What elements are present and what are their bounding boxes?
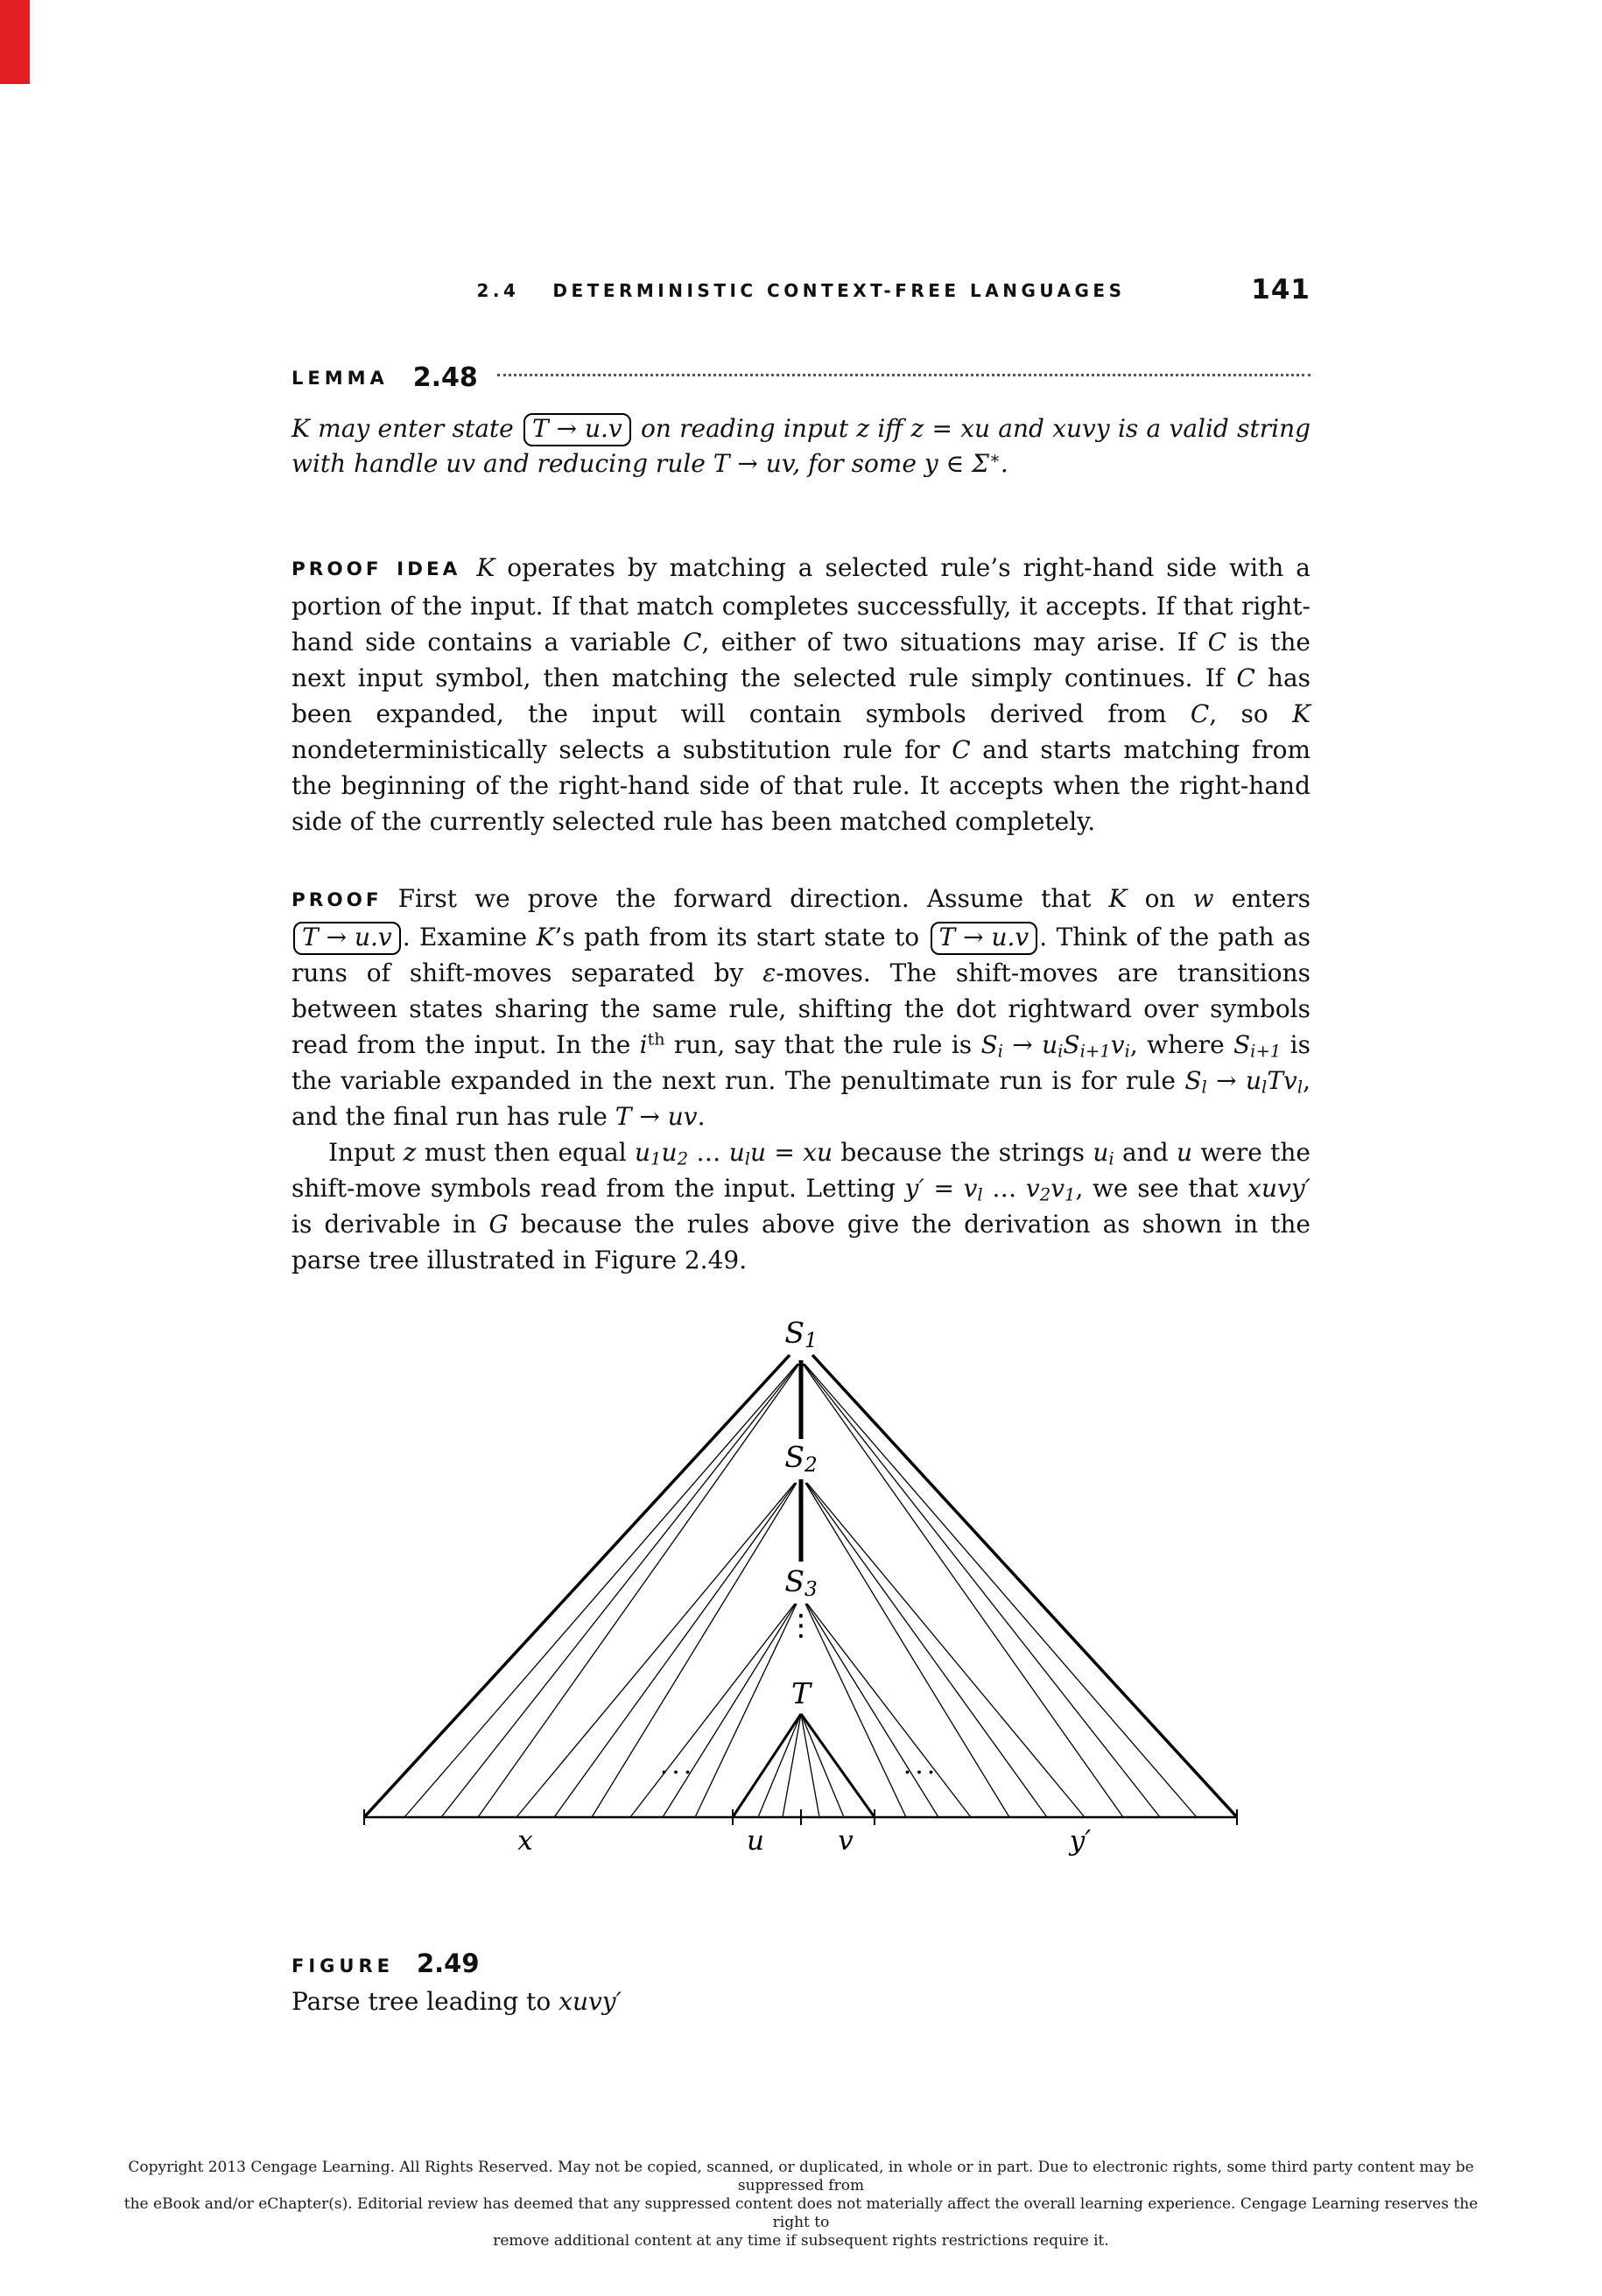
tree-node-s1: S1 <box>784 1316 818 1353</box>
tree-node-s2: S2 <box>784 1440 818 1478</box>
parse-tree-figure <box>306 1309 1313 1878</box>
leaf-label-x: x <box>517 1825 533 1857</box>
proof-paragraph-2 <box>292 1134 1310 1278</box>
figure-caption: Parse tree leading to xuvy′ <box>292 1987 622 2016</box>
proof-label: PROOF <box>292 889 383 911</box>
proof-idea-label: PROOF IDEA <box>292 558 461 580</box>
lemma-body-block <box>292 411 1310 481</box>
proof-paragraph-1 <box>292 881 1310 1134</box>
dotted-leader <box>497 374 1310 376</box>
figure-caption-block <box>292 1948 1310 2019</box>
running-title: DETERMINISTIC CONTEXT-FREE LANGUAGES <box>552 280 1126 301</box>
leaf-label-v: v <box>838 1825 854 1857</box>
copyright-line: the eBook and/or eChapter(s). Editorial review has deemed that any suppressed content does not materially affect the overall learning experience. Cengage Learning reserves the right to <box>123 2195 1479 2231</box>
figure-heading <box>292 1948 1310 1978</box>
copyright-line: remove additional content at any time if subsequent rights restrictions require it. <box>493 2232 1109 2250</box>
page-number: 141 <box>1251 274 1310 305</box>
tree-node-s3: S3 <box>784 1564 818 1602</box>
proof-idea-paragraph <box>292 550 1310 839</box>
figure-label: FIGURE <box>292 1955 394 1977</box>
proof-text-2: Input z must then equal u1u2 … ulu = xu because the strings ui and u were the shift-move symbols read from the input. Letting y′ = vl … v2v1, we see that xuvy′ is derivable in G because the rules above give the derivation as shown in the parse tree illustrated in Figure 2.49. <box>292 1138 1311 1275</box>
proof-text-1: First we prove the forward direction. Assume that K on w enters T → u.v . Examine K’s path from its start state to T → u.v . Think of the path as runs of shift-moves separated by ε-moves. The shift-moves are transitions between states sharing the same rule, shifting the dot rightward over symbols read from the input. In the $i^{th}$ run, say that the rule is Si → uiSi+1vi, where Si+1 is the variable expanded in the next run. The penultimate run is for rule Sl → ulTvl, and the final run has rule T → uv. <box>292 884 1311 1132</box>
leaf-label-y: y′ <box>1069 1825 1092 1857</box>
tree-dots-right: ... <box>903 1750 939 1780</box>
tree-dots-left: ... <box>659 1750 696 1780</box>
leaf-label-u: u <box>747 1825 764 1857</box>
copyright-notice <box>118 2159 1484 2250</box>
figure-number: 2.49 <box>416 1948 480 1978</box>
proof-idea-text: K operates by matching a selected rule’s right-hand side with a portion of the input. If that match completes successfully, it accepts. If that right-hand side contains a variable C, either of two situations may arise. If C is the next input symbol, then matching the selected rule simply continues. If C has been expanded, the input will contain symbols derived from C, so K nondeterministically selects a substitution rule for C and starts matching from the beginning of the right-hand side of that rule. It accepts when the right-hand side of the currently selected rule has been matched completely. <box>292 553 1311 836</box>
tree-node-t: T <box>790 1676 812 1710</box>
lemma-body: K may enter state T → u.v on reading input z iff z = xu and xuvy is a valid string with handle uv and reducing rule T → uv, for some y ∈ Σ∗. <box>292 414 1311 479</box>
running-head <box>292 274 1310 305</box>
section-number: 2.4 <box>476 280 520 301</box>
tree-vertical-dots: ⋮ <box>786 1608 816 1643</box>
lemma-heading <box>292 362 1310 393</box>
lemma-number: 2.48 <box>412 362 478 393</box>
copyright-line: Copyright 2013 Cengage Learning. All Rights Reserved. May not be copied, scanned, or duplicated, in whole or in part. Due to electronic rights, some third party content may be suppressed from <box>128 2159 1474 2194</box>
proof-idea-block <box>292 550 1310 839</box>
lemma-label: LEMMA <box>292 367 389 389</box>
bookmark-ribbon[interactable] <box>0 0 30 84</box>
proof-block <box>292 881 1310 1278</box>
